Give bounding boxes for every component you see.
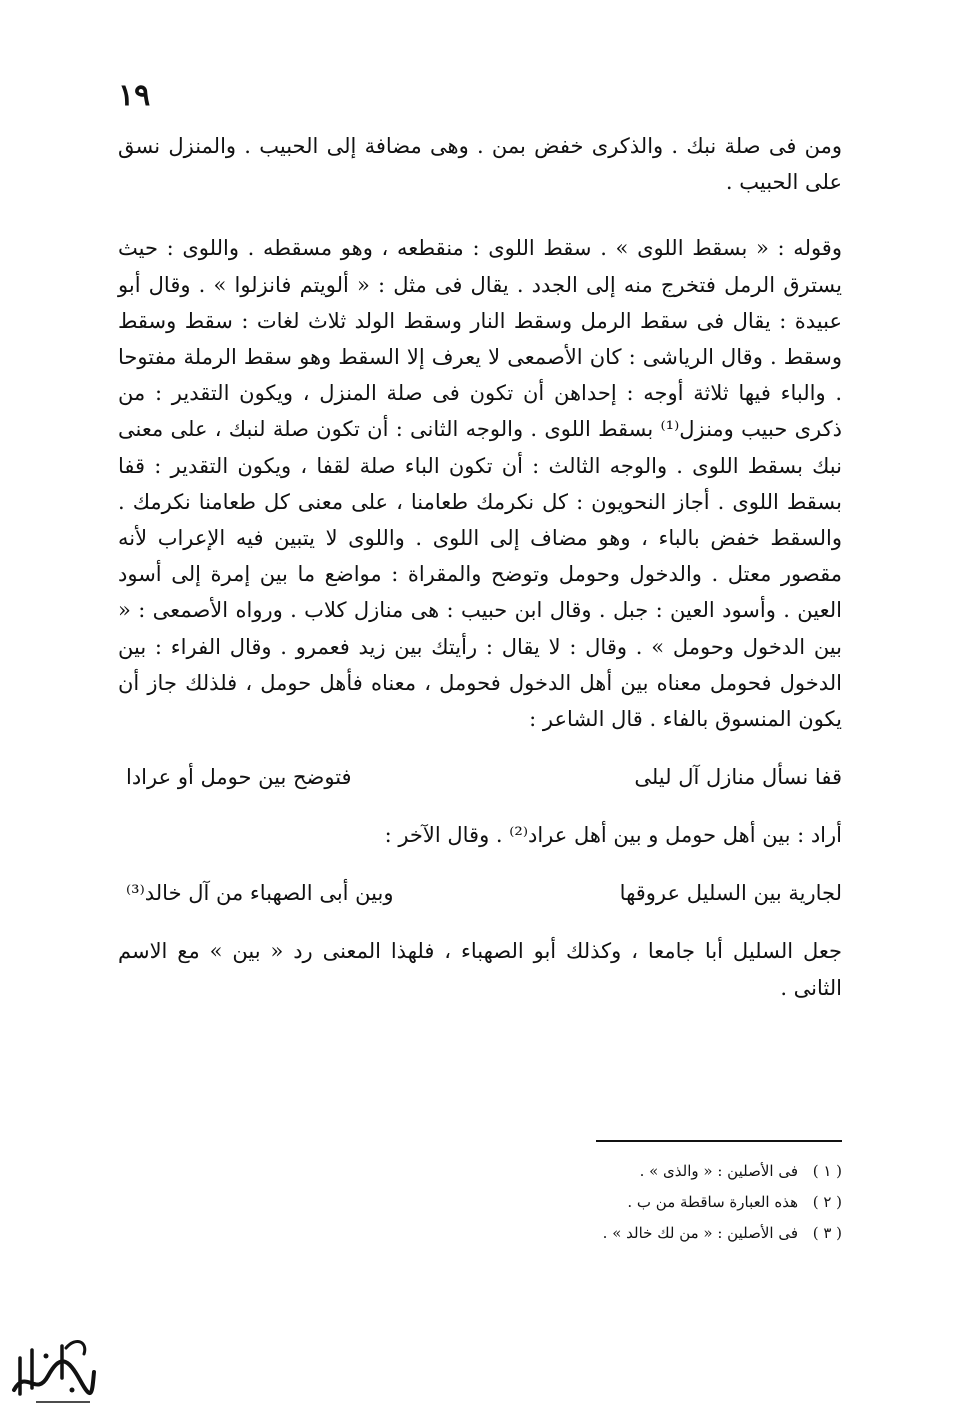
- verse-1-first-hemistich: قفا نسأل منازل آل ليلى: [634, 765, 842, 790]
- closing-paragraph: جعل السليل أبا جامعا ، وكذلك أبو الصهباء ، فلهذا المعنى رد « بين » مع الاسم الثانى .: [118, 939, 842, 1000]
- verse-2: [118, 875, 842, 911]
- paragraph-after-verse-1: أراد : بين أهل حومل و بين أهل عراد⁽²⁾ . وقال الآخر :: [384, 823, 842, 848]
- paragraph-1: ومن فى صلة نبك . والذكرى خفض بمن . وهى مضافة إلى الحبيب . والمنزل نسق على الحبيب .: [118, 134, 842, 195]
- verse-2-first-hemistich: لجارية بين السليل عروقها: [619, 881, 842, 906]
- verse-1-second-hemistich: فتوضح بين حومل أو عرادا: [126, 765, 352, 790]
- footnote-number: ( ٣ ): [812, 1224, 842, 1242]
- footnote-2: [430, 1187, 842, 1218]
- footnote-text: هذه العبارة ساقطة من ب .: [627, 1193, 798, 1211]
- footnote-number: ( ٢ ): [812, 1193, 842, 1211]
- footnote-1: [430, 1156, 842, 1187]
- body-text: [118, 128, 842, 1006]
- footnotes: [430, 1156, 842, 1249]
- verse-2-second-hemistich: وبين أبى الصهباء من آل خالد⁽³⁾: [126, 881, 394, 906]
- verse-1: [118, 759, 842, 795]
- footnote-3: [430, 1218, 842, 1249]
- calligraphy-stamp-logo: [6, 1328, 98, 1408]
- footnote-text: فى الأصلين : « والذى » .: [639, 1162, 798, 1180]
- paragraph-2: وقوله : « بسقط اللوى » . سقط اللوى : منقطعه ، وهو مسقطه . واللوى : حيث يسترق الرمل فتخرج منه إلى الجدد . يقال فى مثل : « ألويتم فانزلوا » . وقال أبو عبيدة : يقال فى سقط الرمل وسقط النار وسقط الولد ثلاث لغات : سقط وسقط وسقط . وقال الرياشى : كان الأصمعى لا يعرف إلا السقط وهو سقط الرملة مفتوحا . والباء فيها ثلاثة أوجه : إحداهن أن تكون فى صلة المنزل ، ويكون التقدير : من ذكرى حبيب ومنزل⁽¹⁾ بسقط اللوى . والوجه الثانى : أن تكون صلة لنبك ، على معنى نبك بسقط اللوى . والوجه الثالث : أن تكون الباء صلة لقفا ، ويكون التقدير : قفا بسقط اللوى . أجاز النحويون : كل نكرمك طعامنا ، على معنى كل طعامنا نكرمك . والسقط خفض بالباء ، وهو مضاف إلى اللوى . واللوى لا يتبين فيه الإعراب لأنه مقصور معتل . والدخول وحومل وتوضح والمقراة : مواضع ما بين إمرة إلى أسود العين . وأسود العين : جبل . وقال ابن حبيب : هى منازل كلاب . ورواه الأصمعى : « بين الدخول وحومل » . وقال : لا يقال : رأيتك بين زيد فعمرو . وقال الفراء : بين الدخول فحومل معناه بين أهل الدخول فحومل ، معناه فأهل حومل ، فلذلك جاز أن يكون المنسوق بالفاء . قال الشاعر :: [118, 236, 842, 732]
- page-number: ١٩: [118, 78, 151, 113]
- footnote-number: ( ١ ): [812, 1162, 842, 1180]
- footnote-text: فى الأصلين : « من لك خالد » .: [602, 1224, 798, 1242]
- footnote-divider: [596, 1140, 842, 1142]
